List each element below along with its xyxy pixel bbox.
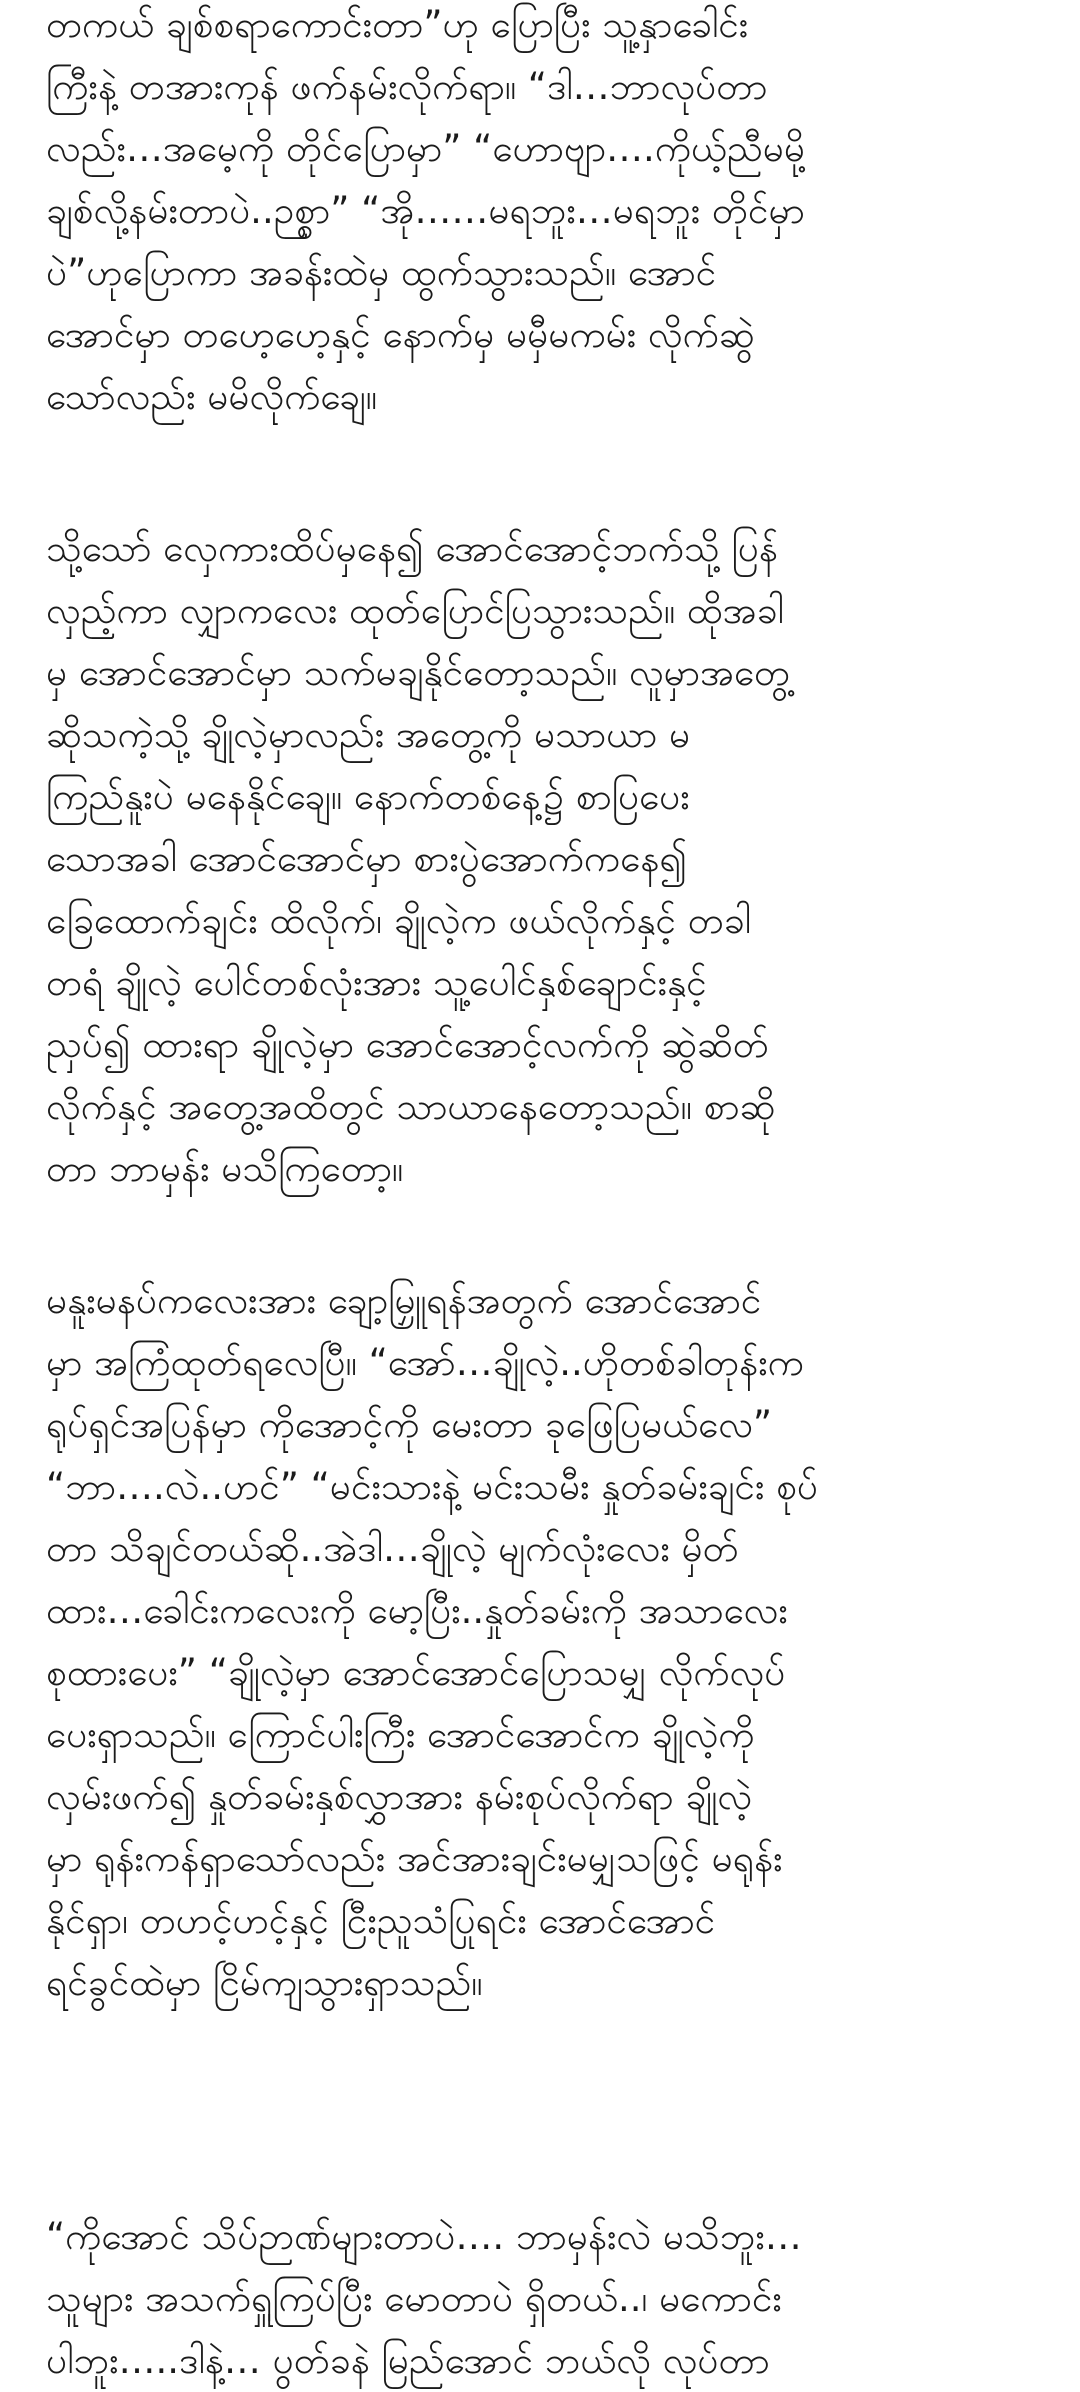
story-paragraph-3: မနူးမနပ်ကလေးအား ချော့မြှူရန်အတွက် အောင်အောင် မှာ အကြံထုတ်ရလေပြီ။ “အော်…ချိုလဲ့..ဟိုတစ်ခါတုန်းက ရုပ်ရှင်အပြန်မှာ ကိုအောင့်ကို မေးတာ ခုဖြေပြမယ်လေ” “ဘာ….လဲ..ဟင်” “မင်းသားနဲ့ မင်းသမီး နှုတ်ခမ်းချင်း စုပ် တာ သိချင်တယ်ဆို..အဲဒါ…ချိုလဲ့ မျက်လုံးလေး မှိတ် ထား…ခေါင်းကလေးကို မော့ပြီး..နှုတ်ခမ်းကို အသာလေး စုထားပေး” “ချိုလဲ့မှာ အောင်အောင်ပြောသမျှ လိုက်လုပ် ပေးရှာသည်။ ကြောင်ပါးကြီး အောင်အောင်က ချိုလဲ့ကို လှမ်းဖက်၍ နှုတ်ခမ်းနှစ်လွှာအား နမ်းစုပ်လိုက်ရာ ချိုလဲ့ မှာ ရုန်းကန်ရှာသော်လည်း အင်အားချင်းမမျှသဖြင့် မရုန်း နိုင်ရှာ၊ တဟင့်ဟင့်နှင့် ငြီးညူသံပြုရင်း အောင်အောင် ရင်ခွင်ထဲမှာ ငြိမ်ကျသွားရှာသည်။ bbox=[46, 1279, 819, 2004]
story-paragraph-4: “ကိုအောင် သိပ်ဉာဏ်များတာပဲ…. ဘာမှန်းလဲ မသိဘူး… သူများ အသက်ရှူကြပ်ပြီး မောတာပဲ ရှိတယ်..၊ မကောင်း ပါဘူး…..ဒါနဲ့… ပွတ်ခနဲ မြည်အောင် ဘယ်လို လုပ်တာ bbox=[46, 2215, 802, 2382]
story-paragraph-2: သို့သော် လှေကားထိပ်မှနေ၍ အောင်အောင့်ဘက်သို့ ပြန် လှည့်ကာ လျှာကလေး ထုတ်ပြောင်ပြသွားသည်။ ထိုအခါ မှ အောင်အောင်မှာ သက်မချနိုင်တော့သည်။ လူမှာအတွေ့ ဆိုသကဲ့သို့ ချိုလဲ့မှာလည်း အတွေ့ကို မသာယာ မ ကြည်နူးပဲ မနေနိုင်ချေ။ နောက်တစ်နေ့၌ စာပြပေး သောအခါ အောင်အောင်မှာ စားပွဲအောက်ကနေ၍ ခြေထောက်ချင်း ထိလိုက်၊ ချိုလဲ့က ဖယ်လိုက်နှင့် တခါ တရံ ချိုလဲ့ ပေါင်တစ်လုံးအား သူ့ပေါင်နှစ်ချောင်းနှင့် ညှပ်၍ ထားရာ ချိုလဲ့မှာ အောင်အောင့်လက်ကို ဆွဲဆိတ် လိုက်နှင့် အတွေ့အထိတွင် သာယာနေတော့သည်။ စာဆို တာ ဘာမှန်း မသိကြတော့။ bbox=[46, 527, 791, 1190]
story-paragraph-1: တကယ် ချစ်စရာကောင်းတာ”ဟု ပြောပြီး သူ့နှာခေါင်း ကြီးနဲ့ တအားကုန် ဖက်နမ်းလိုက်ရာ။ “ဒါ…ဘာလုပ်တာ လည်း…အမေ့ကို တိုင်ပြောမှာ” “ဟောဗျာ….ကိုယ့်ညီမမို့ ချစ်လို့နမ်းတာပဲ..ဉစ္စာ” “အို……မရဘူး…မရဘူး တိုင်မှာ ပဲ”ဟုပြောကာ အခန်းထဲမှ ထွက်သွားသည်။ အောင် အောင်မှာ တဟေ့ဟေ့နှင့် နောက်မှ မမှီမကမ်း လိုက်ဆွဲ သော်လည်း မမိလိုက်ချေ။ bbox=[46, 3, 805, 418]
